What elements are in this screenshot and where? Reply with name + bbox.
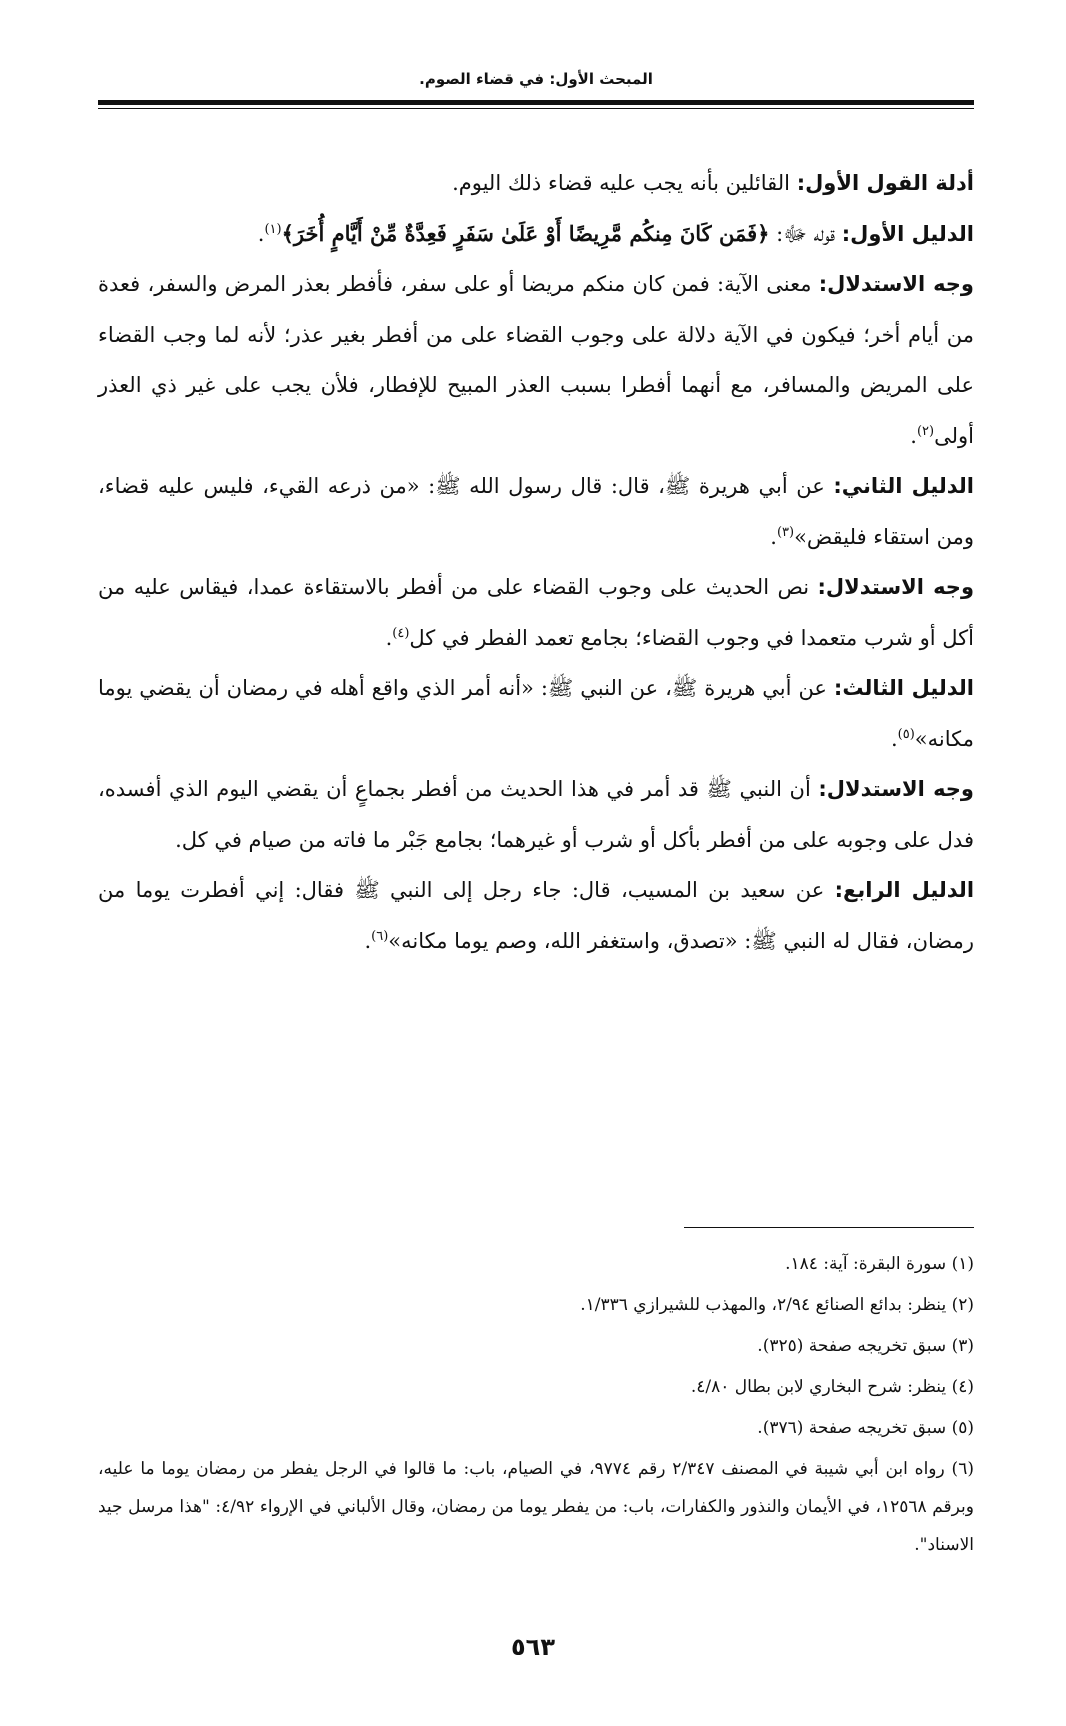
paragraph-label: الدليل الثاني:	[833, 474, 975, 498]
running-header: المبحث الأول: في قضاء الصوم.	[419, 70, 653, 88]
paragraph-text: أن النبي ﷺ قد أمر في هذا الحديث من أفطر بجماعٍ أن يقضي اليوم الذي أفسده، فدل على وجوبه على من أفطر بأكل أو شرب أو غيرهما؛ بجامع جَبْر ما فاته من صيام في كل.	[98, 777, 974, 852]
paragraph-end: .	[910, 423, 917, 448]
paragraph-text: نص الحديث على وجوب القضاء على من أفطر بالاستقاءة عمدا، فيقاس عليه من أكل أو شرب متعمدا في وجوب القضاء؛ بجامع تعمد الفطر في كل	[98, 575, 974, 650]
footnote-ref: (٤)	[392, 625, 410, 641]
paragraph	[98, 259, 974, 461]
footnote: (٣) سبق تخريجه صفحة (٣٢٥).	[757, 1336, 974, 1356]
paragraph-label: الدليل الأول:	[841, 221, 974, 246]
paragraph-label: أدلة القول الأول:	[796, 171, 974, 195]
paragraph-text: القائلين بأنه يجب عليه قضاء ذلك اليوم.	[452, 171, 797, 195]
paragraph-text: عن أبي هريرة ﷺ، قال: قال رسول الله ﷺ: «من ذرعه القيء، فليس عليه قضاء، ومن استقاء فليقض»	[98, 474, 974, 549]
paragraph-end: .	[364, 928, 372, 953]
page-number: ٥٦٣	[511, 1633, 555, 1661]
paragraph	[98, 764, 974, 865]
footnote-ref: (٥)	[897, 726, 915, 742]
paragraph-end: .	[890, 726, 898, 751]
paragraph-label: وجه الاستدلال:	[818, 777, 974, 801]
paragraph-end: .	[257, 221, 265, 246]
paragraph	[98, 461, 974, 562]
footnote: (١) سورة البقرة: آية: ١٨٤.	[785, 1254, 974, 1274]
footnotes	[98, 1245, 974, 1567]
paragraph-end: .	[385, 625, 393, 650]
header-rule-thin	[98, 108, 974, 109]
paragraph	[98, 158, 974, 209]
footnote: (٦) رواه ابن أبي شيبة في المصنف ٢/٣٤٧ رقم ٩٧٧٤، في الصيام، باب: ما قالوا في الرجل يفطر من رمضان يوما ما عليه، وبرقم ١٢٥٦٨، في الأيمان والنذور والكفارات، باب: من يفطر يوما من رمضان، وقال الألباني في الإرواء ٤/٩٢: "هذا مرسل جيد الاسناد".	[98, 1459, 974, 1555]
paragraph-label: وجه الاستدلال:	[818, 272, 974, 296]
paragraph-label: الدليل الثالث:	[833, 676, 974, 700]
paragraph	[98, 209, 974, 260]
paragraph-text: قوله ﷻ:	[769, 221, 842, 246]
paragraph-text: عن سعيد بن المسيب، قال: جاء رجل إلى النبي ﷺ فقال: إني أفطرت يوما من رمضان، فقال له النبي ﷺ: «تصدق، واستغفر الله، وصم يوما مكانه»	[98, 878, 974, 953]
paragraph-end: .	[770, 524, 777, 549]
paragraph-label: وجه الاستدلال:	[817, 575, 974, 599]
footnote-ref: (٦)	[371, 928, 389, 944]
body-text	[98, 158, 974, 966]
footnote: (٢) ينظر: بدائع الصنائع ٢/٩٤، والمهذب للشيرازي ١/٣٣٦.	[580, 1295, 974, 1315]
header-rule-thick	[98, 100, 974, 105]
footnote-separator	[684, 1227, 974, 1228]
footnote: (٤) ينظر: شرح البخاري لابن بطال ٤/٨٠.	[690, 1377, 974, 1397]
paragraph-text: عن أبي هريرة ﷺ، عن النبي ﷺ: «أنه أمر الذي واقع أهله في رمضان أن يقضي يوما مكانه»	[98, 676, 974, 751]
paragraph-text: معنى الآية: فمن كان منكم مريضا أو على سفر، فأفطر بعذر المرض والسفر، فعدة من أيام أخر؛ فيكون في الآية دلالة على وجوب القضاء على من أفطر بغير عذر؛ لأنه لما وجب القضاء على المريض والمسافر، مع أنهما أفطرا بسبب العذر المبيح للإفطار، فلأن يجب على غير ذي العذر أولى	[98, 272, 974, 448]
paragraph	[98, 562, 974, 663]
paragraph	[98, 865, 974, 966]
paragraph-label: الدليل الرابع:	[834, 878, 975, 902]
footnote-ref: (١)	[264, 221, 282, 237]
footnote: (٥) سبق تخريجه صفحة (٣٧٦).	[757, 1418, 974, 1438]
quran-verse: ﴿فَمَن كَانَ مِنكُم مَّرِيضًا أَوْ عَلَىٰ سَفَرٍ فَعِدَّةٌ مِّنْ أَيَّامٍ أُخَرَ﴾	[281, 220, 770, 246]
footnote-ref: (٢)	[916, 423, 935, 439]
paragraph	[98, 663, 974, 764]
footnote-ref: (٣)	[776, 524, 795, 540]
